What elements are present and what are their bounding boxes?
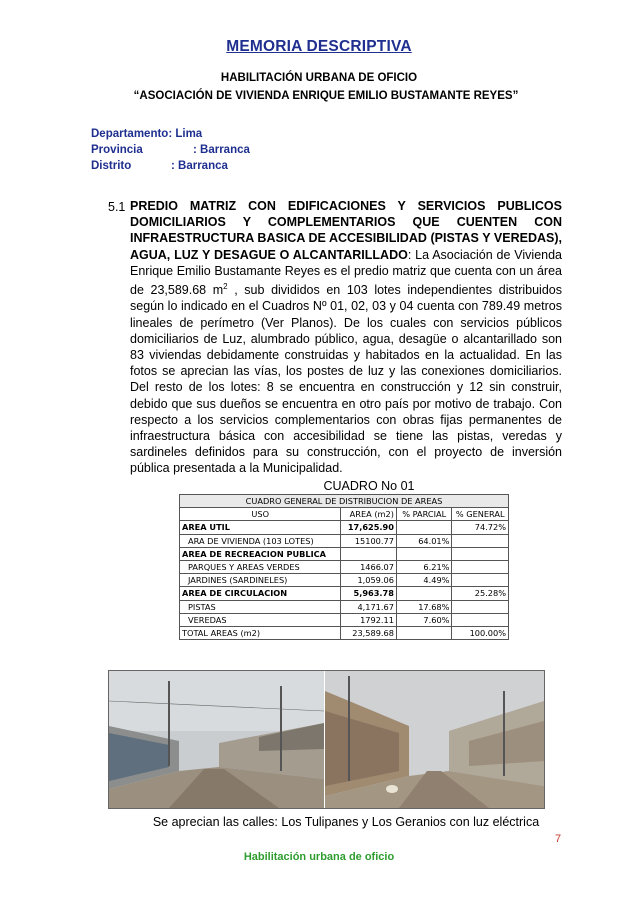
cell-parcial [396, 547, 452, 560]
cell-area: 5,963.78 [341, 587, 397, 600]
cell-area: 15100.77 [341, 534, 397, 547]
areas-table [179, 494, 509, 640]
page-number: 7 [555, 833, 562, 845]
document-subtitle: HABILITACIÓN URBANA DE OFICIO [220, 72, 418, 84]
cell-parcial: 4.49% [396, 574, 452, 587]
cell-uso: VEREDAS [180, 613, 341, 626]
document-title: MEMORIA DESCRIPTIVA [226, 38, 412, 55]
cell-general [452, 574, 509, 587]
cell-area [341, 547, 397, 560]
table-row [180, 534, 509, 547]
provincia-label: Provincia [91, 144, 143, 156]
provincia-line [91, 144, 250, 156]
superscript: 2 [223, 282, 228, 292]
cell-general: 100.00% [452, 626, 509, 639]
cell-uso: AREA UTIL [180, 521, 341, 534]
section-paragraph [130, 198, 562, 477]
cell-parcial [396, 626, 452, 639]
street-photo-svg [109, 671, 544, 808]
cell-uso: ARA DE VIVIENDA (103 LOTES) [180, 534, 341, 547]
cell-area: 1,059.06 [341, 574, 397, 587]
section-heading: PREDIO MATRIZ CON EDIFICACIONES Y SERVICIOS PUBLICOS DOMICILIARIOS Y COMPLEMENTARIOS QUE CUENTEN CON INFRAESTRUCTURA BASICA DE ACCESIBILIDAD (PISTAS Y VEREDAS), AGUA, LUZ Y DESAGUE O ALCANTARILLADO [130, 199, 562, 262]
distrito-value: : Barranca [171, 160, 228, 172]
table-header: AREA (m2) [341, 508, 397, 521]
table-title: CUADRO GENERAL DE DISTRIBUCION DE AREAS [180, 495, 509, 508]
photo-caption: Se aprecian las calles: Los Tulipanes y Los Geranios con luz eléctrica [152, 815, 540, 829]
page-footer: Habilitación urbana de oficio [243, 851, 395, 863]
table-caption: CUADRO No 01 [323, 479, 415, 493]
table-row [180, 600, 509, 613]
cell-area: 4,171.67 [341, 600, 397, 613]
cell-parcial [396, 521, 452, 534]
cell-uso: AREA DE CIRCULACION [180, 587, 341, 600]
cell-general: 25.28% [452, 587, 509, 600]
cell-parcial: 17.68% [396, 600, 452, 613]
table-row [180, 626, 509, 639]
cell-parcial [396, 587, 452, 600]
table-row [180, 613, 509, 626]
street-photos [108, 670, 545, 809]
cell-parcial: 7.60% [396, 613, 452, 626]
departamento-line: Departamento: Lima [91, 128, 203, 140]
table-row [180, 560, 509, 573]
cell-general [452, 613, 509, 626]
cell-parcial: 6.21% [396, 560, 452, 573]
cell-uso: PARQUES Y AREAS VERDES [180, 560, 341, 573]
cell-area: 1792.11 [341, 613, 397, 626]
cell-uso: PISTAS [180, 600, 341, 613]
cell-uso: JARDINES (SARDINELES) [180, 574, 341, 587]
photo-los-tulipanes [109, 671, 324, 808]
cell-general [452, 547, 509, 560]
table-row [180, 574, 509, 587]
cell-general: 74.72% [452, 521, 509, 534]
table-header: USO [180, 508, 341, 521]
cell-general [452, 560, 509, 573]
cell-area: 17,625.90 [341, 521, 397, 534]
distrito-label: Distrito [91, 160, 132, 172]
table-header: % GENERAL [452, 508, 509, 521]
provincia-value: : Barranca [193, 144, 250, 156]
table-row [180, 521, 509, 534]
body-text-2: , sub divididos en 103 lotes independientes distribuidos según lo indicado en el Cuadros Nº 01, 02, 03 y 04 cuenta con 789.49 metros lineales de perímetro (Ver Planos). De los cuales con servicios públicos domiciliarios de Luz, alumbrado público, agua, desagüe o alcantarillado son 83 viviendas debidamente construidas y habitados en la actualidad. En las fotos se aprecian las vías, los postes de luz y las conexiones domiciliarios. Del resto de los lotes: 8 se encuentra en construcción y 12 sin construir, debido que sus dueños se encuentra en otro país por motivo de trabajo. Con respecto a los servicios complementarios con obras fijas permanentes de infraestructura básica con accesibilidad se tiene las pistas, veredas y sardineles definidos para su construcción, con el proyecto de inversión pública presentada a la Municipalidad. [130, 283, 562, 476]
cell-area: 1466.07 [341, 560, 397, 573]
distrito-line [91, 160, 228, 172]
table-header: % PARCIAL [396, 508, 452, 521]
cell-parcial: 64.01% [396, 534, 452, 547]
body-text-1: : La Asociación de Vivienda Enrique Emilio Bustamante Reyes es el predio matriz que cuenta con un área de 23,589.68 m [130, 247, 562, 298]
association-name: “ASOCIACIÓN DE VIVIENDA ENRIQUE EMILIO BUSTAMANTE REYES” [133, 90, 519, 102]
cell-uso: AREA DE RECREACION PUBLICA [180, 547, 341, 560]
cell-general [452, 534, 509, 547]
table-row [180, 587, 509, 600]
table-row [180, 547, 509, 560]
photo-los-geranios [325, 671, 544, 808]
section-number: 5.1 [108, 200, 126, 214]
cell-general [452, 600, 509, 613]
cell-uso: TOTAL AREAS (m2) [180, 626, 341, 639]
cell-area: 23,589.68 [341, 626, 397, 639]
